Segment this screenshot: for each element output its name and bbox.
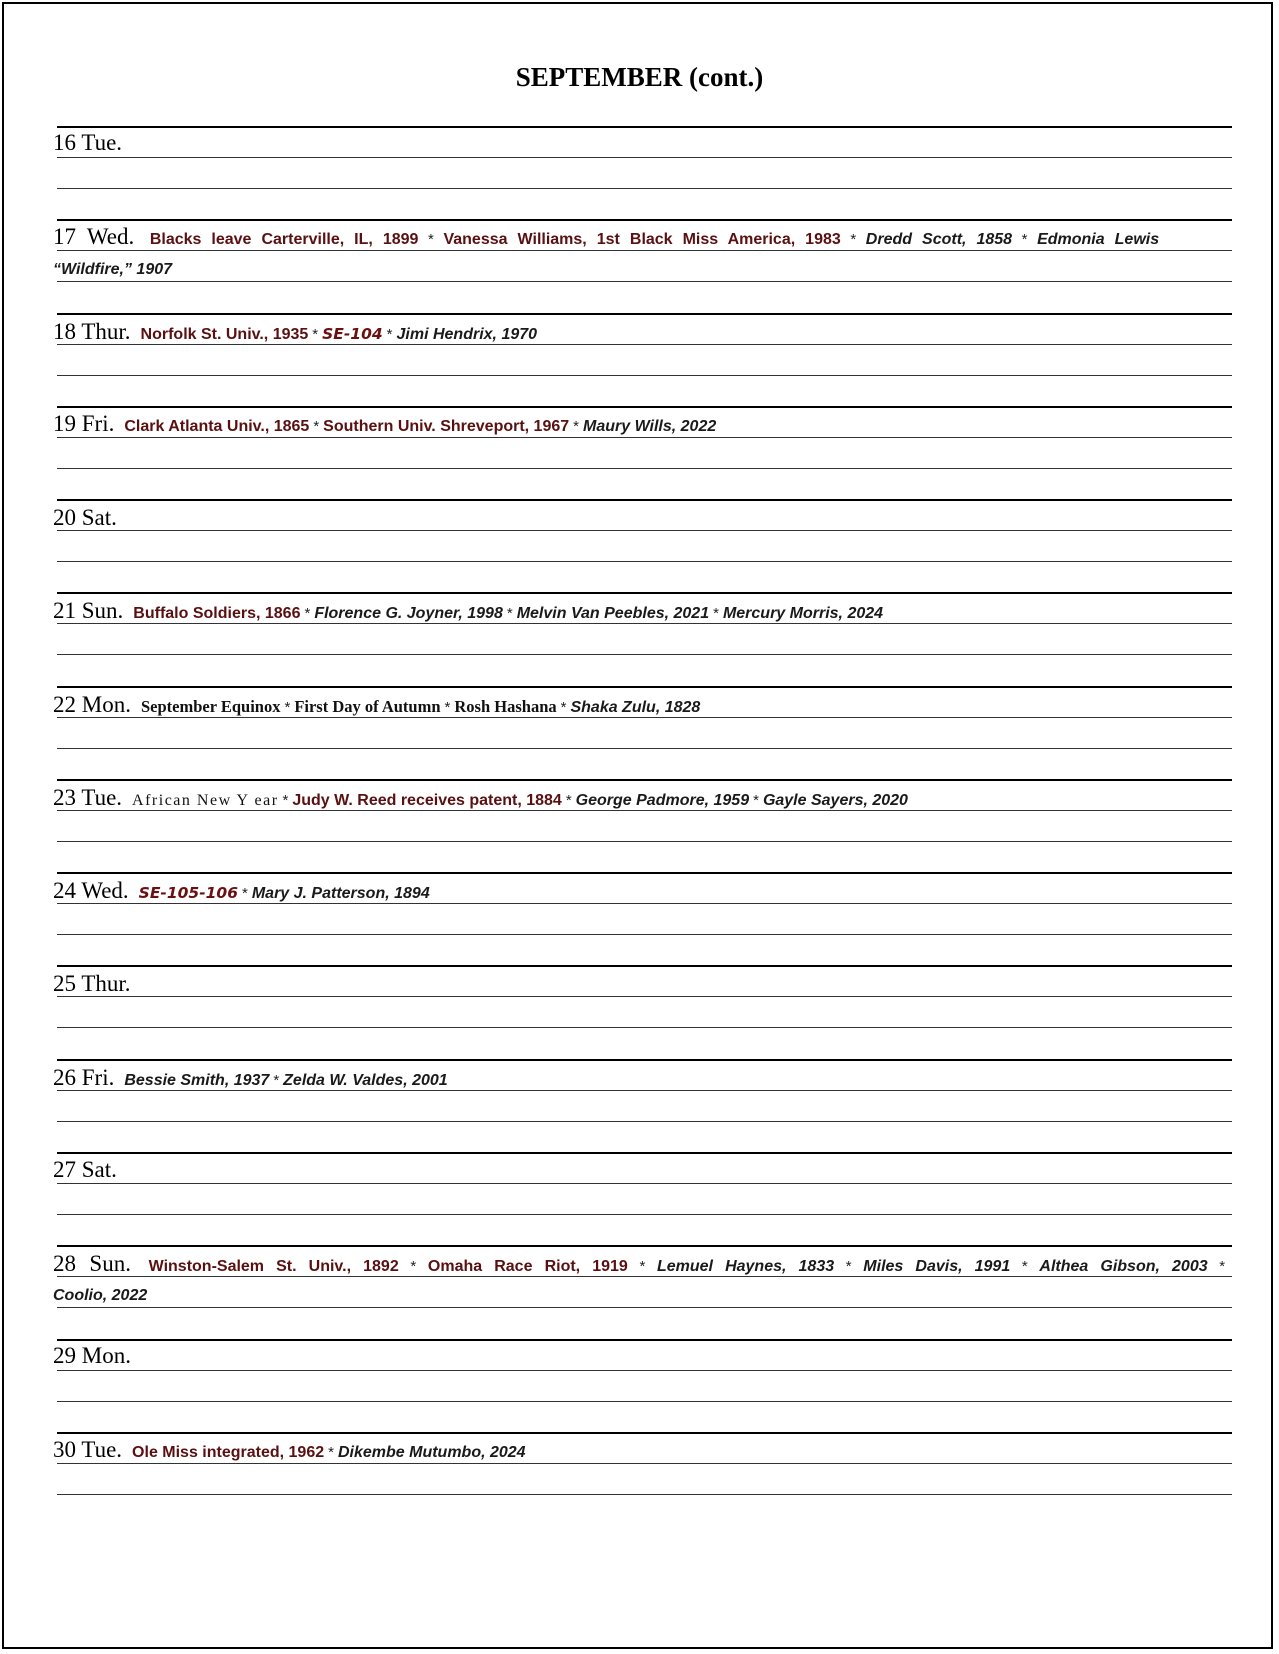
writing-line — [57, 157, 1232, 158]
separator: * — [639, 1258, 646, 1275]
day-rule — [57, 1245, 1232, 1247]
event: Buffalo Soldiers, 1866 — [133, 605, 301, 622]
day-28-row — [53, 1251, 1225, 1277]
writing-line — [57, 934, 1232, 935]
event: Rosh Hashana — [454, 697, 557, 716]
event: Vanessa Williams, 1st Black Miss America, 1983 — [443, 231, 841, 248]
day-rule — [57, 313, 1232, 315]
writing-line — [57, 748, 1232, 749]
event: Melvin Van Peebles, 2021 — [516, 605, 710, 622]
event: Omaha Race Riot, 1919 — [427, 1258, 628, 1275]
day-label: 21 Sun. — [53, 598, 124, 623]
separator: * — [386, 326, 393, 343]
separator: * — [850, 231, 857, 248]
day-label: 28 Sun. — [53, 1251, 131, 1276]
event: Dredd Scott, 1858 — [865, 231, 1013, 248]
event: Blacks leave Carterville, IL, 1899 — [149, 231, 419, 248]
separator: * — [410, 1258, 417, 1275]
event: Dikembe Mutumbo, 2024 — [337, 1444, 526, 1461]
day-18-row — [53, 319, 1233, 345]
day-21-row — [53, 598, 1233, 624]
writing-line — [57, 1121, 1232, 1122]
separator: * — [560, 699, 567, 716]
separator: * — [573, 418, 579, 435]
day-24-row — [53, 878, 1233, 904]
day-rule — [57, 1059, 1232, 1061]
writing-line — [57, 1027, 1232, 1028]
separator: * — [312, 326, 319, 343]
writing-line — [57, 375, 1232, 376]
event: Gayle Sayers, 2020 — [762, 792, 908, 809]
day-label: 19 Fri. — [53, 411, 115, 436]
separator: * — [313, 418, 320, 435]
day-28-continuation — [53, 1287, 1233, 1305]
day-rule — [57, 686, 1232, 688]
writing-line — [57, 468, 1232, 469]
day-label: 29 Mon. — [53, 1343, 131, 1368]
separator: * — [428, 231, 434, 248]
separator: * — [1021, 231, 1028, 248]
event: Lemuel Haynes, 1833 — [656, 1258, 835, 1275]
day-rule — [57, 406, 1232, 408]
day-23-row — [53, 785, 1233, 811]
event: Winston-Salem St. Univ., 1892 — [148, 1258, 399, 1275]
day-30-row — [53, 1437, 1233, 1463]
writing-line — [57, 1370, 1232, 1371]
separator: * — [273, 1072, 280, 1089]
day-rule — [57, 1152, 1232, 1154]
day-label: 20 Sat. — [53, 505, 117, 530]
event-code: SE-104 — [322, 325, 383, 343]
event: Maury Wills, 2022 — [583, 418, 717, 435]
separator: * — [304, 605, 311, 622]
writing-line — [57, 1183, 1232, 1184]
event: African New Y ear — [132, 792, 279, 809]
day-27-row — [53, 1157, 1233, 1183]
event: Mercury Morris, 2024 — [722, 605, 884, 622]
writing-line — [57, 281, 1232, 282]
separator: * — [242, 885, 248, 902]
separator: * — [565, 792, 572, 809]
event: Clark Atlanta Univ., 1865 — [124, 418, 310, 435]
day-rule — [57, 126, 1232, 128]
writing-line — [57, 1463, 1232, 1464]
day-rule — [57, 779, 1232, 781]
event: Mary J. Patterson, 1894 — [251, 885, 430, 902]
event: Zelda W. Valdes, 2001 — [283, 1072, 448, 1089]
day-16-row — [53, 130, 1233, 156]
writing-line — [57, 561, 1232, 562]
day-rule — [57, 499, 1232, 501]
separator: * — [284, 699, 291, 716]
day-rule — [57, 872, 1232, 874]
event: Jimi Hendrix, 1970 — [396, 326, 538, 343]
day-26-row — [53, 1065, 1233, 1091]
writing-line — [57, 1307, 1232, 1308]
day-label: 25 Thur. — [53, 971, 131, 996]
separator: * — [282, 792, 289, 809]
day-rule — [57, 1339, 1232, 1341]
separator: * — [1219, 1258, 1226, 1275]
day-label: 30 Tue. — [53, 1437, 123, 1462]
day-22-row — [53, 692, 1233, 718]
day-17-row — [53, 224, 1159, 250]
writing-line — [57, 188, 1232, 189]
separator: * — [713, 605, 719, 622]
day-label: 27 Sat. — [53, 1157, 117, 1182]
event: Shaka Zulu, 1828 — [570, 699, 701, 716]
day-29-row — [53, 1343, 1233, 1369]
event: September Equinox — [140, 697, 281, 716]
separator: * — [506, 605, 513, 622]
event: Southern Univ. Shreveport, 1967 — [323, 418, 570, 435]
event: George Padmore, 1959 — [575, 792, 750, 809]
day-label: 22 Mon. — [53, 692, 131, 717]
day-label: 24 Wed. — [53, 878, 129, 903]
day-rule — [57, 219, 1232, 221]
event: First Day of Autumn — [294, 697, 441, 716]
event: Miles Davis, 1991 — [863, 1258, 1011, 1275]
writing-line — [57, 1401, 1232, 1402]
writing-line — [57, 437, 1232, 438]
page-title: SEPTEMBER (cont.) — [515, 62, 764, 92]
day-19-row — [53, 411, 1233, 437]
event: Judy W. Reed receives patent, 1884 — [292, 792, 562, 809]
day-rule — [57, 1432, 1232, 1434]
day-label: 26 Fri. — [53, 1065, 115, 1090]
day-25-row — [53, 971, 1233, 997]
event-code: SE-105-106 — [138, 884, 238, 902]
day-label: 17 Wed. — [53, 224, 135, 249]
event: Bessie Smith, 1937 — [124, 1072, 270, 1089]
event: Ole Miss integrated, 1962 — [132, 1444, 325, 1461]
writing-line — [57, 841, 1232, 842]
day-17-continuation — [53, 261, 1233, 279]
day-label: 23 Tue. — [53, 785, 123, 810]
event: Coolio, 2022 — [53, 1287, 148, 1304]
event: Edmonia Lewis — [1037, 231, 1160, 248]
day-rule — [57, 592, 1232, 594]
event: Norfolk St. Univ., 1935 — [140, 326, 309, 343]
separator: * — [444, 699, 451, 716]
day-label: 18 Thur. — [53, 319, 131, 344]
day-20-row — [53, 505, 1233, 531]
writing-line — [57, 1494, 1232, 1495]
day-rule — [57, 965, 1232, 967]
event: Althea Gibson, 2003 — [1039, 1258, 1208, 1275]
separator: * — [1021, 1258, 1028, 1275]
event: “Wildfire,” 1907 — [53, 261, 173, 278]
writing-line — [57, 654, 1232, 655]
writing-line — [57, 250, 1232, 251]
separator: * — [753, 792, 759, 809]
separator: * — [328, 1444, 334, 1461]
event: Florence G. Joyner, 1998 — [314, 605, 503, 622]
separator: * — [845, 1258, 852, 1275]
day-label: 16 Tue. — [53, 130, 123, 155]
writing-line — [57, 1214, 1232, 1215]
